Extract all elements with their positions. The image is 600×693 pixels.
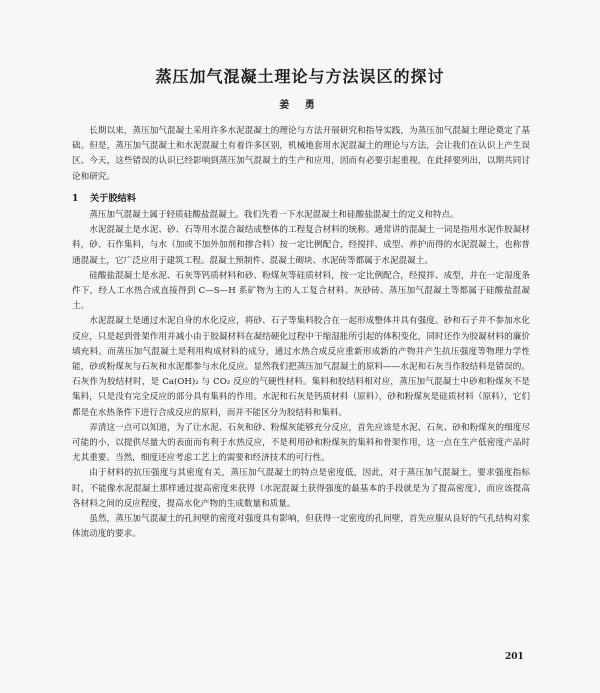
paper-title: 蒸压加气混凝土理论与方法误区的探讨 bbox=[155, 67, 445, 86]
section-title: 关于胶结料 bbox=[90, 192, 136, 204]
page-number: 201 bbox=[505, 652, 524, 662]
body-paragraph: 虽然，蒸压加气混凝土的孔间壁的密度对强度具有影响，但获得一定密度的孔间壁，首先应服从良好的气孔结构对浆体流动度的要求。 bbox=[72, 514, 530, 540]
body-paragraph: 硅酸盐混凝土是水泥、石灰等钙质材料和砂、粉煤灰等硅质材料，按一定比例配合，经搅拌、成型，并在一定湿度条件下，经人工水热合成直接得到 C—S—H 系矿物为主的人工复合材料。灰砂砖、蒸压加气混凝土等都属于硅酸盐混凝土。 bbox=[72, 270, 530, 312]
body-paragraph: 水泥混凝土是水泥、砂、石等用水混合凝结成整体的工程复合材料的统称。通常讲的混凝土一词是指用水泥作胶凝材料，砂、石作集料，与水（加或不加外加剂和掺合料）按一定比例配合，经搅拌、成型、养护而得的水泥混凝土，也称普通混凝土，它广泛应用于建筑工程。混凝土预制件、混凝土砌块、水泥砖等都属于水泥混凝土。 bbox=[72, 225, 530, 266]
body-paragraph: 蒸压加气混凝土属于轻质硅酸盐混凝土。我们先看一下水泥混凝土和硅酸盐混凝土的定义和特点。 bbox=[89, 210, 459, 221]
body-paragraph: 弄清这一点可以知道，为了让水泥、石灰和砂、粉煤灰能够充分反应，首先应该是水泥、石灰、砂和粉煤灰的细度尽可能的小，以提供尽量大的表面而有利于水热反应，不是利用砂和粉煤灰的集料和骨架作用，这一点在生产低密度产品时尤其重要。当然，细度还应考虑工艺上的需要和经济技术的可行性。 bbox=[72, 422, 530, 464]
abstract-paragraph: 长期以来，蒸压加气混凝土采用许多水泥混凝土的理论与方法开展研究和指导实践，为蒸压加气混凝土理论奠定了基础。但是，蒸压加气混凝土和水泥混凝土有着许多区别，机械地套用水泥混凝土的理论与方法，会让我们在认识上产生误区。今天，这些错误的认识已经影响到蒸压加气混凝土的生产和应用，因而有必要引起重视，在此择要列出，以期共同讨论和研究。 bbox=[72, 126, 530, 182]
author-name: 姜 勇 bbox=[279, 100, 321, 111]
body-paragraph: 由于材料的抗压强度与其密度有关，蒸压加气混凝土的特点是密度低，因此，对于蒸压加气混凝土，要求强度指标时，不能像水泥混凝土那样通过提高密度来获得（水泥混凝土获得强度的最基本的手段就是为了提高密度），而应该提高各材料之间的反应程度，提高水化产物的生成数量和质量。 bbox=[72, 468, 530, 509]
section-heading bbox=[72, 191, 530, 206]
article-body bbox=[72, 124, 530, 542]
body-paragraph: 水泥混凝土是通过水泥自身的水化反应，将砂、石子等集料胶合在一起形成整体并具有强度。砂和石子并不参加水化反应，只是起到骨架作用并减小由于胶凝材料在凝结硬化过程中干缩湿胀所引起的体积变化，同时还作为胶凝材料的廉价填充料。而蒸压加气混凝土是利用构成材料的成分，通过水热合成反应重新形成新的产物并产生抗压强度等物理力学性能，砂或粉煤灰与石灰和水泥都参与水化反应。显然我们把蒸压加气混凝土的原料——水泥和石灰当作胶结料是错误的。石灰作为胶结材时，是 Ca(OH)₂ 与 CO₂ 反应的气硬性材料。集料和胶结料相对应，蒸压加气混凝土中砂和粉煤灰不是集料，只是没有完全反应的部分具有集料的作用。水泥和石灰是钙质材料（原料），砂和粉煤灰是硅质材料（原料），它们都是在水热条件下进行合成反应的原料，而并不能区分为胶结料和集料。 bbox=[72, 316, 530, 418]
section-number: 1 bbox=[72, 192, 79, 204]
